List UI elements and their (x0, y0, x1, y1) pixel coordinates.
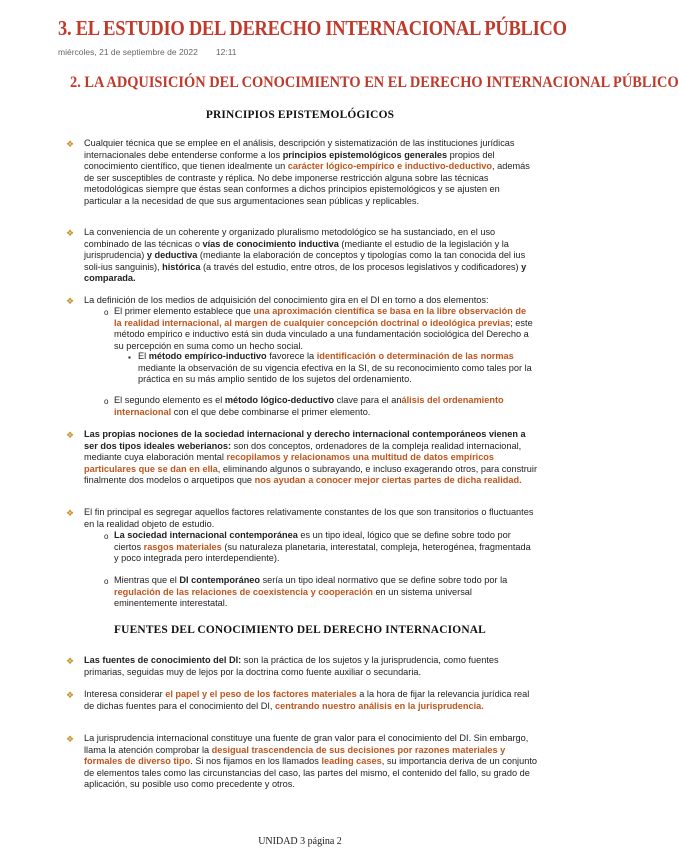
diamond-bullet-icon: ❖ (66, 139, 75, 149)
diamond-bullet-icon: ❖ (66, 690, 75, 700)
subitem-sociedad: La sociedad internacional contemporánea es un tipo ideal, lógico que se define sobre todo por ciertos rasgos materiales (su naturaleza planetaria, interestatal, compleja, heterogénea, fragmentada y poco integrada pero interdependiente). (114, 530, 531, 564)
paragraph-jurisprudencia: La jurisprudencia internacional constituye una fuente de gran valor para el conocimiento del DI. Sin embargo, llama la atención comprobar la desigual trascendencia de sus decisiones por razones materiales y formales de diverso tipo. Si nos fijamos en los llamados leading cases, su importancia deriva de un conjunto de elementos tales como las circunstancias del caso, las partes del mismo, el contenido del fallo, su grado de aplicación, su posible uso como precedente y otros. (84, 733, 537, 790)
paragraph-fin-principal: El fin principal es segregar aquellos factores relativamente constantes de los que son transitorios o fluctuantes en la realidad objeto de estudio. (84, 507, 534, 529)
diamond-bullet-icon: ❖ (66, 656, 75, 666)
paragraph-medios: La definición de los medios de adquisición del conocimiento gira en el DI en torno a dos elementos: (84, 295, 489, 305)
subitem-segundo-elemento: El segundo elemento es el método lógico-deductivo clave para el análisis del ordenamiento internacional con el que debe combinarse el primer elemento. (114, 395, 504, 417)
heading-fuentes: FUENTES DEL CONOCIMIENTO DEL DERECHO INTERNACIONAL (114, 622, 486, 636)
page-footer: UNIDAD 3 página 2 (258, 836, 342, 847)
diamond-bullet-icon: ❖ (66, 296, 75, 306)
paragraph-tipos-ideales: Las propias nociones de la sociedad internacional y derecho internacional contemporáneos vienen a ser dos tipos ideales weberianos: son dos conceptos, ordenadores de la compleja realidad internacional, mediante cuya elaboración mental recopilamos y relacionamos una multitud de datos empíricos particulares que se dan en ella, eliminando algunos o subrayando, e incluso exagerando otros, para construir finalmente dos modelos o arquetipos que nos ayudan a conocer mejor ciertas partes de dicha realidad. (84, 429, 538, 486)
paragraph-principios: Cualquier técnica que se emplee en el análisis, descripción y sistematización de las instituciones jurídicas internacionales debe entenderse conforme a los principios epistemológicos generales propios del conocimiento científico, que tienen idealmente un carácter lógico-empírico e inductivo-deductivo, además de ser susceptibles de contraste y réplica. No debe imponerse restricción alguna sobre las técnicas metodológicas siempre que éstas sean conformes a dichos principios epistemológicos y se ajusten en particular a la necesidad de que sus argumentaciones sean públicas y replicables. (84, 138, 530, 206)
heading-principios: PRINCIPIOS EPISTEMOLÓGICOS (205, 107, 395, 121)
page-datetime (58, 47, 237, 57)
page-date: miércoles, 21 de septiembre de 2022 (58, 47, 198, 57)
diamond-bullet-icon: ❖ (66, 508, 75, 518)
subitem-di-contemporaneo: Mientras que el DI contemporáneo sería un tipo ideal normativo que se define sobre todo por la regulación de las relaciones de coexistencia y cooperación en un sistema universal eminentemente interestatal. (114, 575, 508, 609)
circle-bullet-icon: o (104, 397, 109, 406)
diamond-bullet-icon: ❖ (66, 734, 75, 744)
subitem-empirico: El método empírico-inductivo favorece la identificación o determinación de las normas mediante la observación de su vigencia efectiva en la SI, de su reconocimiento como tales por la práctica en su más amplio sentido de los sujetos del ordenamiento. (138, 351, 532, 385)
paragraph-factores: Interesa considerar el papel y el peso de los factores materiales a la hora de fijar la relevancia jurídica real de dichas fuentes para el conocimiento del DI, centrando nuestro análisis en la jurisprudencia. (84, 689, 530, 711)
diamond-bullet-icon: ❖ (66, 430, 75, 440)
circle-bullet-icon: o (104, 532, 109, 541)
section-subtitle: 2. LA ADQUISICIÓN DEL CONOCIMIENTO EN EL DERECHO INTERNACIONAL PÚBLICO (70, 74, 679, 91)
circle-bullet-icon: o (104, 577, 109, 586)
page-time: 12:11 (215, 47, 237, 57)
paragraph-fuentes: Las fuentes de conocimiento del DI: son la práctica de los sujetos y la jurisprudencia, como fuentes primarias, seguidas muy de lejos por la doctrina como fuente auxiliar o secundaria. (84, 655, 499, 677)
circle-bullet-icon: o (104, 308, 109, 317)
page-title: 3. EL ESTUDIO DEL DERECHO INTERNACIONAL PÚBLICO (58, 16, 567, 40)
paragraph-pluralismo: La conveniencia de un coherente y organizado pluralismo metodológico se ha sustanciado, en el uso combinado de las técnicas o vías de conocimiento inductiva (mediante el estudio de la legislación y la jurisprudencia) y deductiva (mediante la elaboración de conceptos y tipologías como la tan conocida del ius soli-ius sanguinis), histórica (a través del estudio, entre otros, de los procesos legislativos y codificadores) y comparada. (84, 227, 527, 284)
square-bullet-icon: ▪ (128, 353, 131, 362)
subitem-primer-elemento: El primer elemento establece que una aproximación científica se basa en la libre observación de la realidad internacional, al margen de cualquier concepción doctrinal o ideológica previas; este método empírico e inductivo está sin duda vinculado a una fundamentación sociológica del Derecho a su percepción en suma como un hecho social. (114, 306, 533, 351)
diamond-bullet-icon: ❖ (66, 228, 75, 238)
